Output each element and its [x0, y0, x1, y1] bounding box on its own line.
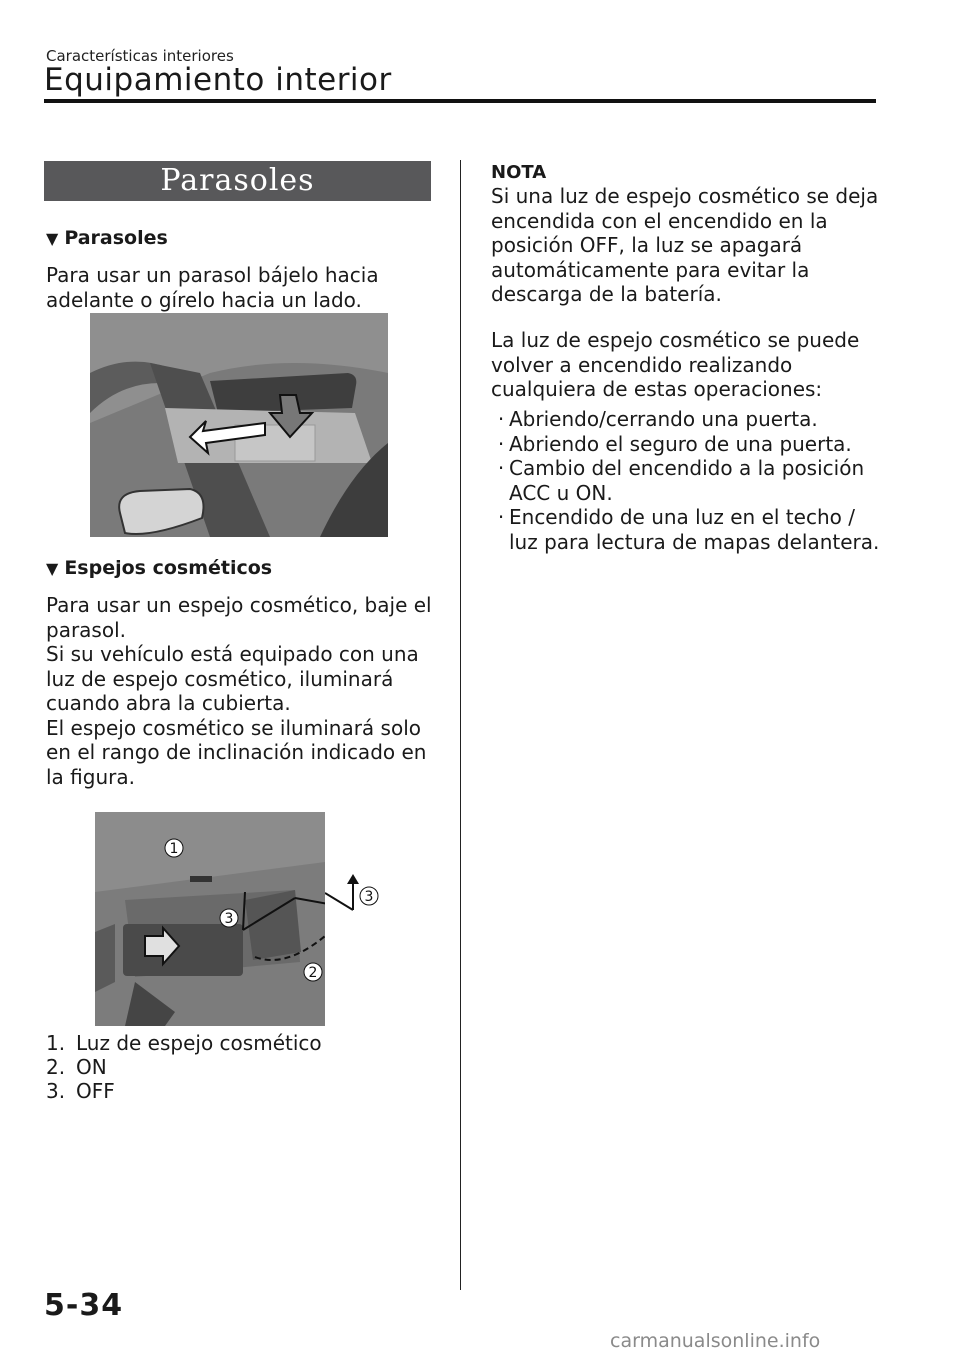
sun-visor-text: Para usar un parasol bájelo hacia adelante o gírelo hacia un lado. [46, 263, 379, 312]
sun-visor-illustration [90, 313, 388, 537]
list-item: 1. Luz de espejo cosmético [46, 1031, 322, 1055]
callout-list [46, 1031, 322, 1103]
mirrors-heading [46, 557, 272, 579]
header-rule [44, 99, 876, 103]
callout-3b-group [325, 870, 395, 930]
mirrors-heading-text: Espejos cosméticos [64, 557, 273, 579]
note-text: Si una luz de espejo cosmético se deja encendida con el encendido en la posición OFF, la luz se apagará automáticamente para evitar la descarga de la batería. [491, 184, 879, 306]
list-item: · Abriendo/cerrando una puerta. [497, 407, 818, 431]
page-number: 5-34 [44, 1288, 124, 1323]
list-item: · Abriendo el seguro de una puerta. [497, 431, 852, 456]
list-item: 3. OFF [46, 1079, 115, 1103]
chapter-title: Equipamiento interior [44, 62, 392, 98]
callout-1: 1 [169, 841, 179, 857]
note-title: NOTA [491, 162, 547, 183]
sun-visor-heading [46, 227, 168, 249]
watermark: carmanualsonline.info [610, 1330, 821, 1352]
operations-intro: La luz de espejo cosmético se puede volver a encendido realizando cualquiera de estas operaciones: [491, 328, 860, 401]
callout-3a: 3 [224, 911, 234, 927]
operations-list [493, 407, 883, 554]
section-banner: Parasoles [44, 161, 431, 201]
vanity-mirror-illustration [95, 812, 325, 1026]
callout-2: 2 [308, 965, 318, 981]
triangle-icon: ▼ [46, 559, 59, 578]
callout-3b: 3 [364, 889, 374, 905]
triangle-icon: ▼ [46, 229, 59, 248]
sun-visor-heading-text: Parasoles [64, 227, 168, 249]
mirrors-text: Para usar un espejo cosmético, baje el parasol. Si su vehículo está equipado con una luz de espejo cosmético, iluminará cuando abra la cubierta. El espejo cosmético se iluminará solo en el rango de inclinación indicado en la figura. [46, 593, 432, 789]
list-item: 2. ON [46, 1055, 107, 1079]
section-label: Características interiores [46, 47, 234, 65]
list-item: · Cambio del encendido a la posición ACC u ON. [497, 456, 865, 505]
column-divider [460, 160, 461, 1290]
list-item: · Encendido de una luz en el techo / luz para lectura de mapas delantera. [497, 505, 880, 554]
